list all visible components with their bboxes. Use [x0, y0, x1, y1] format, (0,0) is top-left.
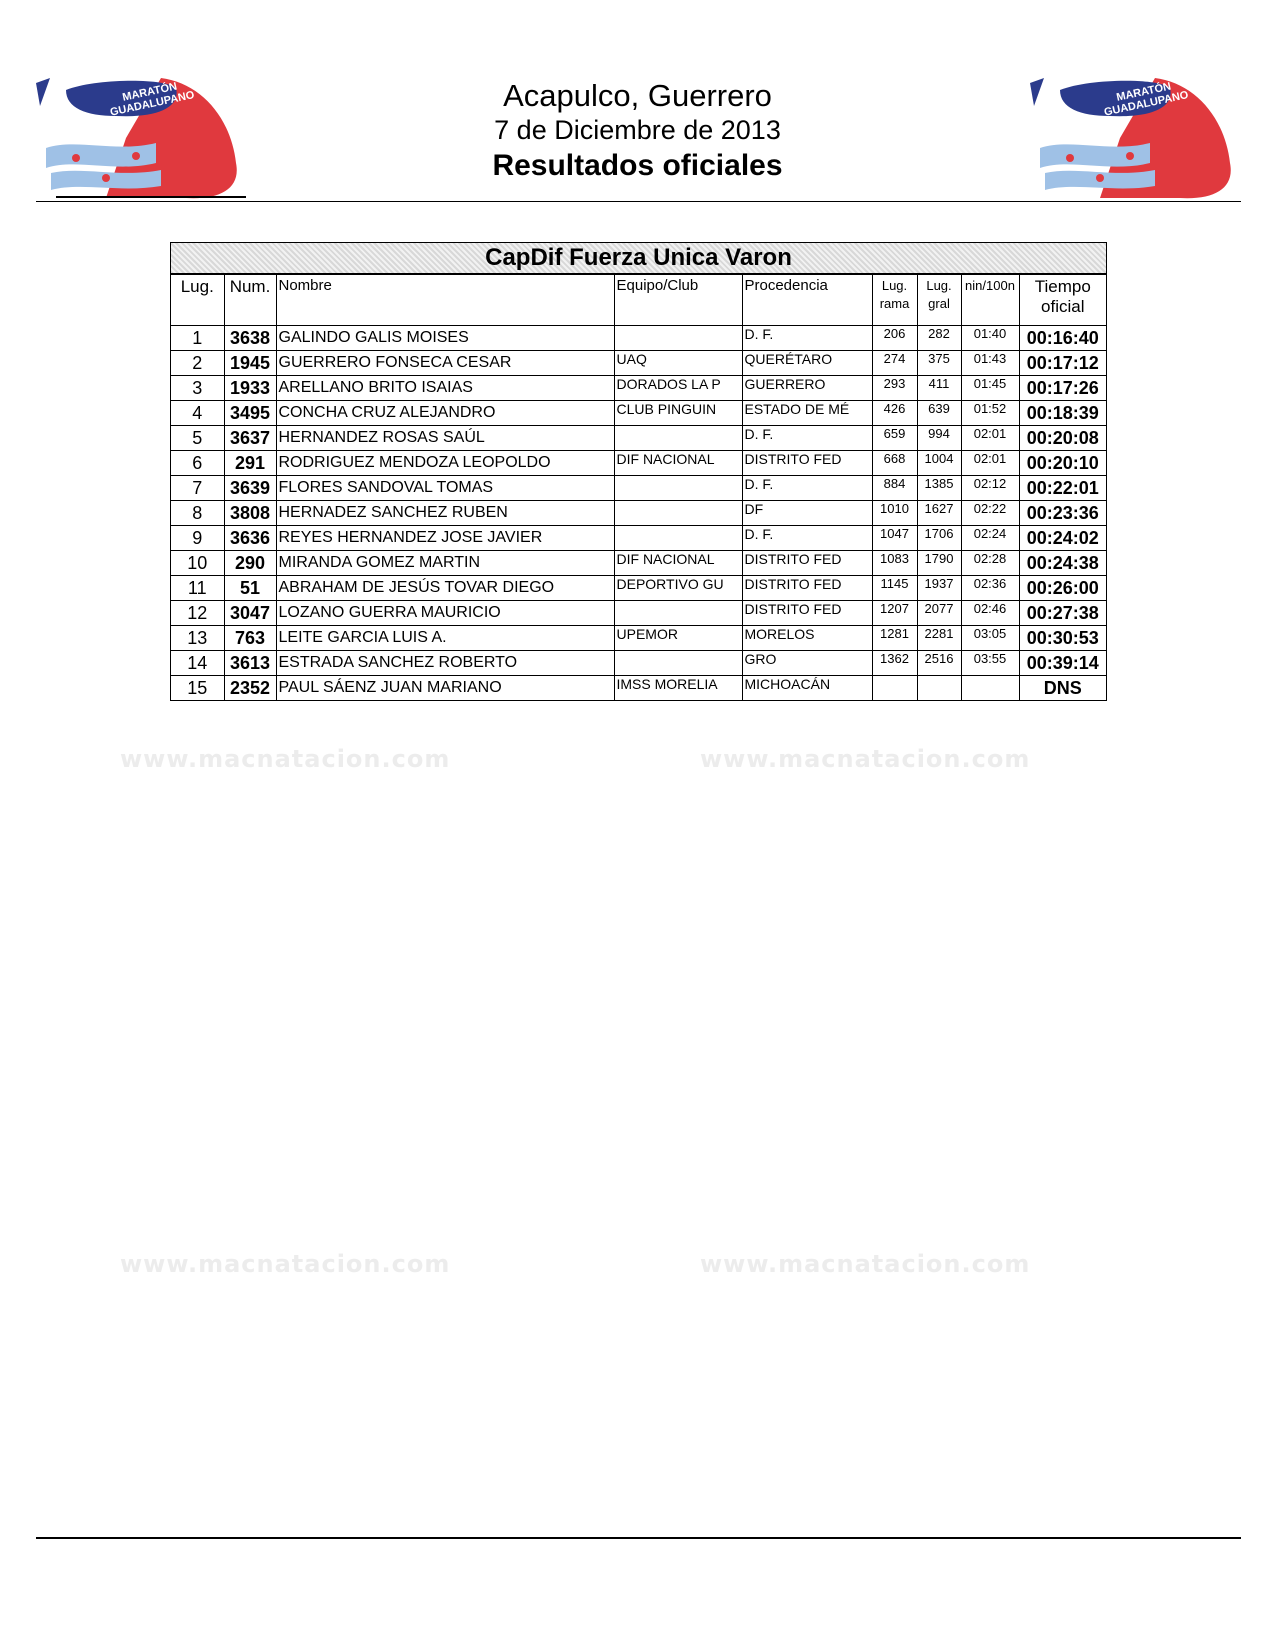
cell-equipo: IMSS MORELIA — [614, 676, 742, 701]
cell-rama: 206 — [872, 326, 917, 351]
cell-procedencia: D. F. — [742, 326, 872, 351]
cell-nombre: HERNANDEZ ROSAS SAÚL — [276, 426, 614, 451]
cell-ritmo: 02:36 — [961, 576, 1019, 601]
cell-num: 1945 — [224, 351, 276, 376]
cell-lug: 14 — [171, 651, 224, 676]
cell-rama: 659 — [872, 426, 917, 451]
table-row — [171, 326, 1106, 351]
cell-num: 3636 — [224, 526, 276, 551]
cell-rama: 1281 — [872, 626, 917, 651]
cell-nombre: REYES HERNANDEZ JOSE JAVIER — [276, 526, 614, 551]
cell-procedencia: D. F. — [742, 526, 872, 551]
cell-lug: 5 — [171, 426, 224, 451]
cell-tiempo: 00:23:36 — [1019, 501, 1106, 526]
col-lug-gral: Lug. gral — [917, 275, 961, 326]
cell-num: 3613 — [224, 651, 276, 676]
cell-tiempo: 00:26:00 — [1019, 576, 1106, 601]
cell-num: 3808 — [224, 501, 276, 526]
cell-gral: 1627 — [917, 501, 961, 526]
event-logo-left — [36, 78, 246, 203]
cell-gral: 282 — [917, 326, 961, 351]
cell-ritmo: 02:46 — [961, 601, 1019, 626]
cell-ritmo: 01:40 — [961, 326, 1019, 351]
table-row — [171, 526, 1106, 551]
table-row — [171, 501, 1106, 526]
cell-nombre: PAUL SÁENZ JUAN MARIANO — [276, 676, 614, 701]
cell-num: 3047 — [224, 601, 276, 626]
cell-lug: 10 — [171, 551, 224, 576]
cell-procedencia: GUERRERO — [742, 376, 872, 401]
cell-rama: 274 — [872, 351, 917, 376]
cell-num: 3495 — [224, 401, 276, 426]
cell-nombre: ESTRADA SANCHEZ ROBERTO — [276, 651, 614, 676]
table-row — [171, 601, 1106, 626]
cell-lug: 11 — [171, 576, 224, 601]
table-row — [171, 626, 1106, 651]
cell-nombre: CONCHA CRUZ ALEJANDRO — [276, 401, 614, 426]
watermark: www.macnatacion.com — [120, 745, 451, 773]
cell-nombre: FLORES SANDOVAL TOMAS — [276, 476, 614, 501]
cell-lug: 2 — [171, 351, 224, 376]
page-header — [0, 0, 1275, 205]
cell-lug: 9 — [171, 526, 224, 551]
cell-procedencia: DISTRITO FED — [742, 451, 872, 476]
col-tiempo: Tiempo oficial — [1019, 275, 1106, 326]
cell-rama: 1362 — [872, 651, 917, 676]
cell-nombre: LOZANO GUERRA MAURICIO — [276, 601, 614, 626]
cell-gral: 411 — [917, 376, 961, 401]
table-row — [171, 576, 1106, 601]
cell-ritmo: 02:24 — [961, 526, 1019, 551]
cell-lug: 15 — [171, 676, 224, 701]
cell-equipo — [614, 476, 742, 501]
cell-ritmo: 03:55 — [961, 651, 1019, 676]
cell-gral: 994 — [917, 426, 961, 451]
table-row — [171, 376, 1106, 401]
cell-ritmo: 01:52 — [961, 401, 1019, 426]
cell-rama — [872, 676, 917, 701]
cell-nombre: RODRIGUEZ MENDOZA LEOPOLDO — [276, 451, 614, 476]
cell-nombre: ARELLANO BRITO ISAIAS — [276, 376, 614, 401]
cell-equipo — [614, 426, 742, 451]
cell-equipo: CLUB PINGUIN — [614, 401, 742, 426]
watermark: www.macnatacion.com — [700, 745, 1031, 773]
cell-procedencia: QUERÉTARO — [742, 351, 872, 376]
cell-gral: 1790 — [917, 551, 961, 576]
cell-tiempo: 00:16:40 — [1019, 326, 1106, 351]
cell-lug: 8 — [171, 501, 224, 526]
cell-rama: 884 — [872, 476, 917, 501]
cell-tiempo: 00:27:38 — [1019, 601, 1106, 626]
cell-rama: 668 — [872, 451, 917, 476]
results-heading: Resultados oficiales — [492, 149, 783, 182]
cell-tiempo: 00:24:38 — [1019, 551, 1106, 576]
cell-ritmo: 02:28 — [961, 551, 1019, 576]
cell-equipo — [614, 651, 742, 676]
header-row — [171, 275, 1106, 326]
cell-equipo — [614, 526, 742, 551]
cell-num: 1933 — [224, 376, 276, 401]
cell-lug: 12 — [171, 601, 224, 626]
cell-lug: 6 — [171, 451, 224, 476]
event-date: 7 de Diciembre de 2013 — [494, 115, 781, 145]
cell-tiempo: 00:39:14 — [1019, 651, 1106, 676]
cell-lug: 3 — [171, 376, 224, 401]
cell-num: 51 — [224, 576, 276, 601]
cell-lug: 7 — [171, 476, 224, 501]
cell-rama: 1083 — [872, 551, 917, 576]
col-nombre: Nombre — [276, 275, 614, 326]
cell-gral: 2077 — [917, 601, 961, 626]
col-ritmo: nin/100n — [961, 275, 1019, 326]
cell-gral: 1706 — [917, 526, 961, 551]
table-row — [171, 401, 1106, 426]
cell-num: 2352 — [224, 676, 276, 701]
cell-equipo: UAQ — [614, 351, 742, 376]
cell-gral: 639 — [917, 401, 961, 426]
cell-gral — [917, 676, 961, 701]
cell-rama: 1010 — [872, 501, 917, 526]
cell-gral: 1385 — [917, 476, 961, 501]
cell-procedencia: ESTADO DE MÉ — [742, 401, 872, 426]
cell-equipo — [614, 326, 742, 351]
table-row — [171, 651, 1106, 676]
col-procedencia: Procedencia — [742, 275, 872, 326]
cell-ritmo: 02:01 — [961, 426, 1019, 451]
event-logo-right — [1030, 78, 1240, 203]
cell-procedencia: D. F. — [742, 476, 872, 501]
cell-tiempo: 00:22:01 — [1019, 476, 1106, 501]
cell-num: 763 — [224, 626, 276, 651]
table-row — [171, 426, 1106, 451]
logo-text: MARATÓN GUADALUPANO — [1102, 80, 1190, 119]
logo-text: MARATÓN GUADALUPANO — [108, 80, 196, 119]
cell-equipo: DORADOS LA P — [614, 376, 742, 401]
cell-gral: 2281 — [917, 626, 961, 651]
cell-procedencia: GRO — [742, 651, 872, 676]
cell-procedencia: D. F. — [742, 426, 872, 451]
table-row — [171, 551, 1106, 576]
cell-ritmo: 02:01 — [961, 451, 1019, 476]
title-block — [340, 78, 935, 186]
watermark: www.macnatacion.com — [700, 1250, 1031, 1278]
table-row — [171, 451, 1106, 476]
cell-ritmo: 02:22 — [961, 501, 1019, 526]
col-lug-rama: Lug. rama — [872, 275, 917, 326]
cell-num: 3639 — [224, 476, 276, 501]
cell-lug: 1 — [171, 326, 224, 351]
cell-ritmo: 03:05 — [961, 626, 1019, 651]
footer-divider — [36, 1537, 1241, 1539]
cell-nombre: GALINDO GALIS MOISES — [276, 326, 614, 351]
col-equipo: Equipo/Club — [614, 275, 742, 326]
cell-ritmo: 01:43 — [961, 351, 1019, 376]
cell-tiempo: 00:17:12 — [1019, 351, 1106, 376]
cell-ritmo — [961, 676, 1019, 701]
cell-equipo: DIF NACIONAL — [614, 451, 742, 476]
cell-procedencia: DISTRITO FED — [742, 551, 872, 576]
cell-tiempo: 00:20:10 — [1019, 451, 1106, 476]
cell-procedencia: DISTRITO FED — [742, 576, 872, 601]
cell-num: 3637 — [224, 426, 276, 451]
cell-ritmo: 01:45 — [961, 376, 1019, 401]
table-row — [171, 676, 1106, 701]
cell-nombre: HERNADEZ SANCHEZ RUBEN — [276, 501, 614, 526]
cell-procedencia: DF — [742, 501, 872, 526]
cell-ritmo: 02:12 — [961, 476, 1019, 501]
cell-lug: 13 — [171, 626, 224, 651]
cell-rama: 426 — [872, 401, 917, 426]
cell-tiempo: 00:18:39 — [1019, 401, 1106, 426]
header-divider — [36, 201, 1241, 202]
cell-procedencia: DISTRITO FED — [742, 601, 872, 626]
cell-tiempo: 00:30:53 — [1019, 626, 1106, 651]
cell-rama: 1207 — [872, 601, 917, 626]
col-lug: Lug. — [171, 275, 224, 326]
cell-tiempo: 00:20:08 — [1019, 426, 1106, 451]
cell-rama: 293 — [872, 376, 917, 401]
cell-gral: 1004 — [917, 451, 961, 476]
table-row — [171, 351, 1106, 376]
cell-nombre: GUERRERO FONSECA CESAR — [276, 351, 614, 376]
cell-num: 3638 — [224, 326, 276, 351]
cell-procedencia: MORELOS — [742, 626, 872, 651]
category-title: CapDif Fuerza Unica Varon — [171, 243, 1106, 274]
cell-tiempo: 00:17:26 — [1019, 376, 1106, 401]
cell-nombre: LEITE GARCIA LUIS A. — [276, 626, 614, 651]
watermark: www.macnatacion.com — [120, 1250, 451, 1278]
cell-equipo — [614, 601, 742, 626]
cell-procedencia: MICHOACÁN — [742, 676, 872, 701]
event-city: Acapulco, Guerrero — [503, 78, 772, 113]
cell-lug: 4 — [171, 401, 224, 426]
cell-nombre: MIRANDA GOMEZ MARTIN — [276, 551, 614, 576]
col-num: Num. — [224, 275, 276, 326]
cell-nombre: ABRAHAM DE JESÚS TOVAR DIEGO — [276, 576, 614, 601]
cell-gral: 2516 — [917, 651, 961, 676]
cell-tiempo: DNS — [1019, 676, 1106, 701]
cell-equipo: DIF NACIONAL — [614, 551, 742, 576]
cell-num: 291 — [224, 451, 276, 476]
cell-equipo: DEPORTIVO GU — [614, 576, 742, 601]
cell-tiempo: 00:24:02 — [1019, 526, 1106, 551]
results-table — [170, 242, 1107, 701]
table-row — [171, 476, 1106, 501]
cell-gral: 375 — [917, 351, 961, 376]
cell-num: 290 — [224, 551, 276, 576]
cell-equipo: UPEMOR — [614, 626, 742, 651]
cell-gral: 1937 — [917, 576, 961, 601]
cell-equipo — [614, 501, 742, 526]
cell-rama: 1047 — [872, 526, 917, 551]
cell-rama: 1145 — [872, 576, 917, 601]
